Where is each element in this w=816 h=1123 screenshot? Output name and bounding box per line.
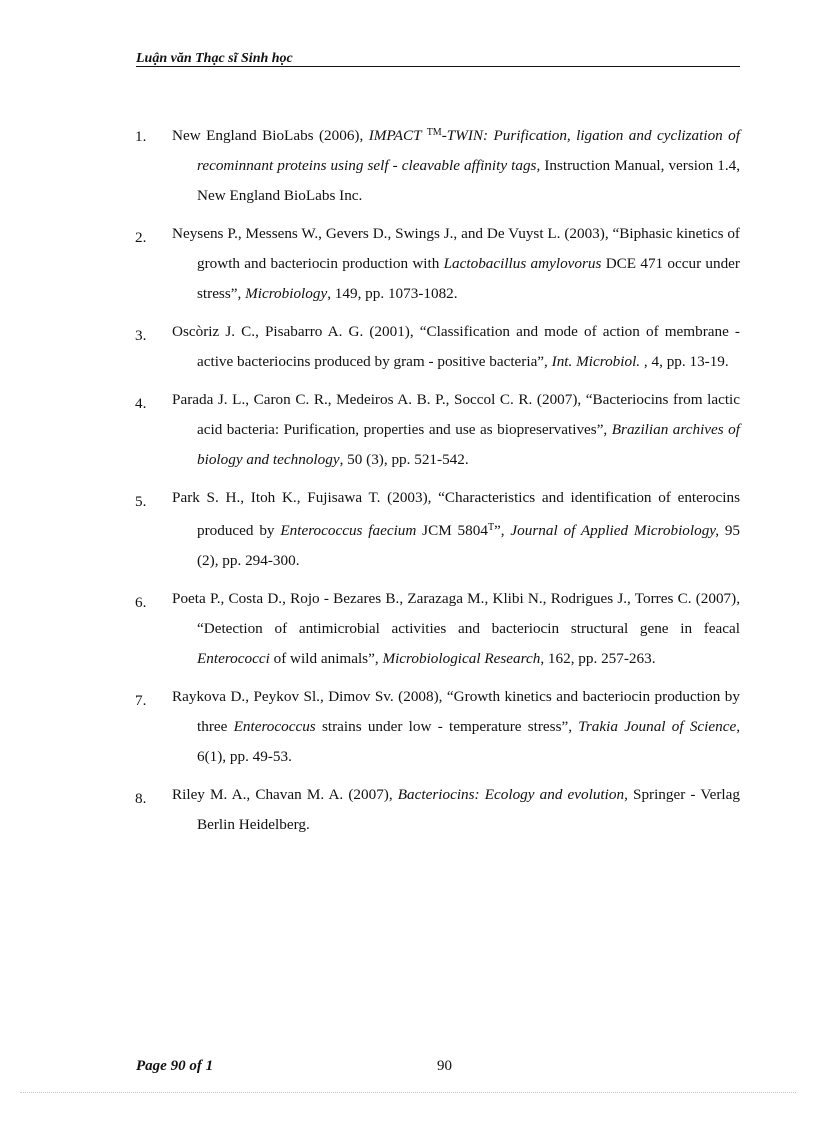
reference-number: 4. (135, 395, 147, 412)
reference-text: , 6(1), pp. 49-53. (197, 718, 740, 765)
type-strain-superscript: T (487, 522, 495, 533)
reference-species: Enterococcus (233, 718, 316, 735)
reference-text: Neysens P., Messens W., Gevers D., Swings J., and De Vuyst L. (2003), “Biphasic kinetics of growth and bacteriocin production with (172, 225, 740, 272)
reference-text: , 50 (3), pp. 521-542. (339, 451, 469, 468)
reference-text: Parada J. L., Caron C. R., Medeiros A. B. P., Soccol C. R. (2007), “Bacteriocins from lactic acid bacteria: Purification, properties and use as biopreservatives”, (172, 391, 740, 438)
reference-item-5 (135, 483, 740, 576)
reference-journal: Microbiology (245, 285, 328, 302)
reference-text: ”, (494, 522, 511, 539)
reference-journal: Trakia Jounal of Science (578, 718, 737, 735)
reference-text: Poeta P., Costa D., Rojo - Bezares B., Zarazaga M., Klibi N., Rodrigues J., Torres C. (2007), “Detection of antimicrobial activities and bacteriocin structural gene in feacal (172, 590, 740, 637)
reference-text: DCE 471 occur under stress”, (197, 255, 740, 302)
reference-journal: Brazilian archives of biology and technology (197, 421, 741, 468)
reference-item-3 (135, 317, 740, 377)
reference-text: 95 (2), pp. 294-300. (197, 522, 741, 569)
reference-text: Park S. H., Itoh K., Fujisawa T. (2003), “Characteristics and identification of enterocins produced by (172, 489, 740, 539)
header-title-text: Luận văn Thạc sĩ Sinh học (136, 51, 293, 66)
reference-item-6 (135, 584, 740, 674)
reference-authors: New England BioLabs (2006), (172, 127, 369, 144)
trademark-superscript: TM (426, 127, 442, 138)
reference-item-8 (135, 780, 740, 840)
reference-title: IMPACT (368, 127, 427, 144)
reference-text: , 162, pp. 257-263. (540, 650, 656, 667)
reference-text: strains under low - temperature stress”, (315, 718, 579, 735)
reference-number: 3. (135, 327, 147, 344)
reference-number: 7. (135, 692, 147, 709)
header-rule (136, 66, 740, 67)
reference-title-rest: -TWIN: Purification, ligation and cyclization of recominnant proteins using self - cleavable affinity tags, (197, 127, 740, 174)
reference-text: Oscòriz J. C., Pisabarro A. G. (2001), “Classification and mode of action of membrane - active bacteriocins produced by gram - positive bacteria”, (172, 323, 740, 370)
footer-page-label: Page 90 of 1 (136, 1058, 214, 1074)
footer-page-number: 90 (437, 1058, 452, 1074)
reference-item-1 (135, 118, 740, 211)
reference-number: 2. (135, 229, 147, 246)
reference-text: , 149, pp. 1073-1082. (327, 285, 458, 302)
reference-number: 8. (135, 790, 147, 807)
reference-text: of wild animals”, (269, 650, 383, 667)
reference-publisher: Instruction Manual, version 1.4, New England BioLabs Inc. (197, 157, 741, 204)
reference-number: 1. (135, 128, 147, 145)
reference-text: , 4, pp. 13-19. (640, 353, 729, 370)
reference-text: Riley M. A., Chavan M. A. (2007), (172, 786, 398, 803)
reference-journal: Int. Microbiol. (551, 353, 641, 370)
reference-item-2 (135, 219, 740, 309)
reference-species: Lactobacillus amylovorus (443, 255, 602, 272)
reference-number: 5. (135, 493, 147, 510)
reference-journal: Microbiological Research (382, 650, 541, 667)
reference-list (135, 118, 740, 848)
reference-text: JCM 5804 (416, 522, 488, 539)
reference-text: , Springer - Verlag Berlin Heidelberg. (197, 786, 740, 833)
reference-species: Enterococci (197, 650, 270, 667)
reference-text: Raykova D., Peykov Sl., Dimov Sv. (2008), “Growth kinetics and bacteriocin production by three (172, 688, 740, 735)
reference-title: Bacteriocins: Ecology and evolution (397, 786, 625, 803)
reference-species: Enterococcus faecium (280, 522, 417, 539)
reference-item-7 (135, 682, 740, 772)
reference-journal: Journal of Applied Microbiology, (510, 522, 719, 539)
reference-number: 6. (135, 594, 147, 611)
reference-item-4 (135, 385, 740, 475)
page-bottom-divider (20, 1092, 796, 1093)
